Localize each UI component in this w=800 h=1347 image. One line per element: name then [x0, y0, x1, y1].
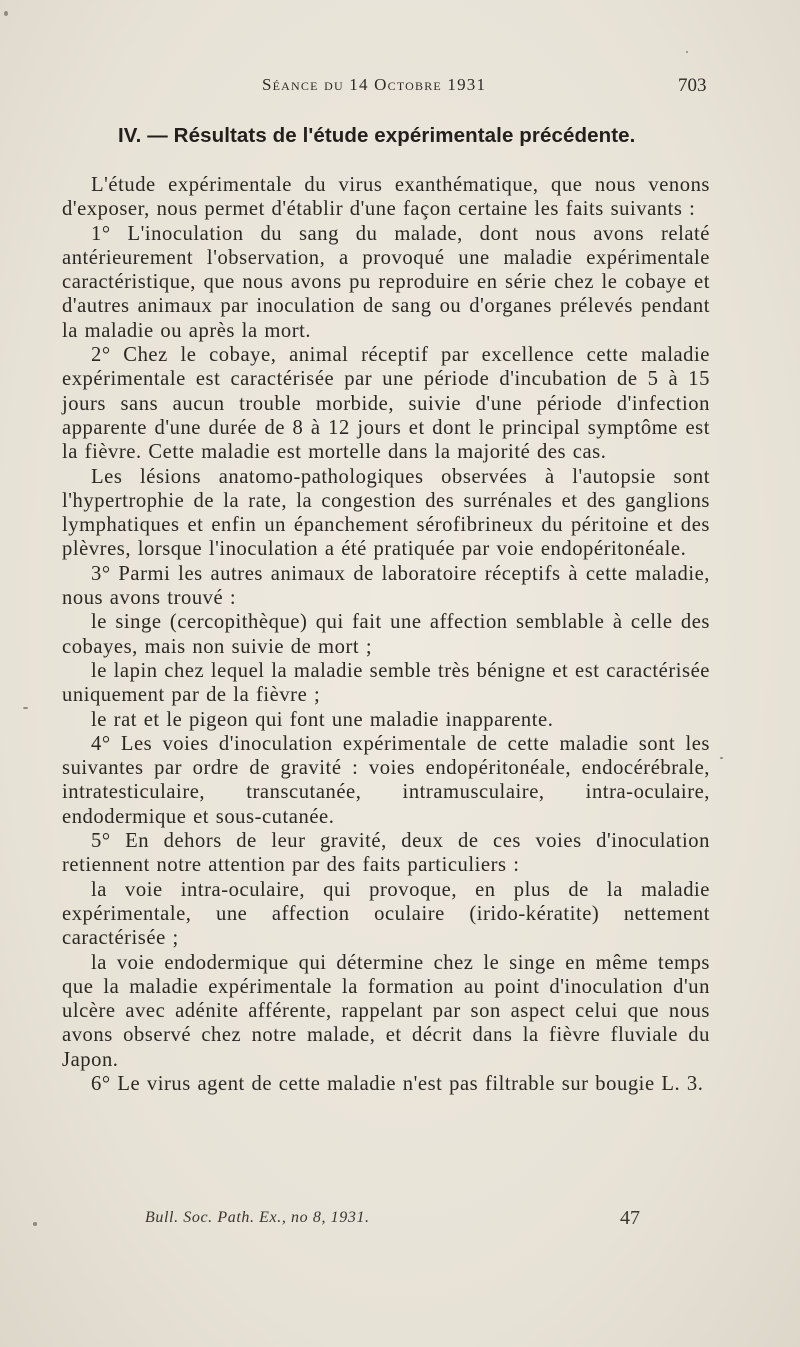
- running-head: Séance du 14 Octobre 1931: [262, 75, 487, 94]
- paper-speck: [686, 51, 688, 53]
- citation-text: Bull. Soc. Path. Ex., no 8, 1931.: [145, 1209, 370, 1226]
- paragraph-point-4: 4° Les voies d'inoculation expérimentale de cette maladie sont les suivantes par ordre de gravité : voies endopéritonéale, endocérébrale, intratesticulaire, transcutanée, intramusculaire, intra-oculaire, endodermique et sous-cutanée.: [62, 732, 710, 828]
- paragraph-endodermique: la voie endodermique qui détermine chez le singe en même temps que la maladie expérimentale la formation au point d'inoculation d'un ulcère avec adénite afférente, rappelant par son aspect celui que nous avons observé chez notre malade, et décrit dans la fièvre fluviale du Japon.: [62, 951, 710, 1071]
- page-number: 703: [678, 75, 707, 96]
- body-text: [62, 173, 710, 1096]
- paper-speck: [23, 707, 28, 709]
- section-heading: IV. — Résultats de l'étude expérimentale précédente.: [118, 124, 636, 147]
- paper-speck: [720, 757, 723, 759]
- paragraph-lapin: le lapin chez lequel la maladie semble très bénigne et est caractérisée uniquement par de la fièvre ;: [62, 659, 710, 707]
- paragraph-point-3: 3° Parmi les autres animaux de laboratoire réceptifs à cette maladie, nous avons trouvé :: [62, 562, 710, 610]
- paragraph-intra-oculaire: la voie intra-oculaire, qui provoque, en plus de la maladie expérimentale, une affection oculaire (irido-kératite) nettement caractérisée ;: [62, 878, 710, 950]
- paragraph-singe: le singe (cercopithèque) qui fait une affection semblable à celle des cobayes, mais non suivie de mort ;: [62, 611, 710, 658]
- paragraph-rat: le rat et le pigeon qui font une maladie inapparente.: [91, 708, 554, 731]
- paper-speck: [4, 11, 8, 16]
- paragraph-intro: L'étude expérimentale du virus exanthématique, que nous venons d'exposer, nous permet d'établir d'une façon certaine les faits suivants :: [62, 174, 710, 221]
- footer-citation: [145, 1209, 370, 1227]
- paragraph-lesions: Les lésions anatomo-pathologiques observées à l'autopsie sont l'hypertrophie de la rate, la congestion des surrénales et des ganglions lymphatiques et enfin un épanchement sérofibrineux du péritoine et des plèvres, lorsque l'inoculation a été pratiquée par voie endopéritonéale.: [62, 465, 710, 561]
- paper-speck: [33, 1222, 37, 1226]
- paragraph-point-1: 1° L'inoculation du sang du malade, dont nous avons relaté antérieurement l'observation, a provoqué une maladie expérimentale caractéristique, que nous avons pu reproduire en série chez le cobaye et d'autres animaux par inoculation de sang ou d'organes prélevés pendant la maladie ou après la mort.: [62, 222, 710, 342]
- paragraph-point-6: 6° Le virus agent de cette maladie n'est pas filtrable sur bougie L. 3.: [91, 1072, 704, 1095]
- signature-mark: 47: [620, 1207, 640, 1229]
- paragraph-point-2: 2° Chez le cobaye, animal réceptif par excellence cette maladie expérimentale est caractérisée par une période d'incubation de 5 à 15 jours sans aucun trouble morbide, suivie d'une période d'infection apparente d'une durée de 8 à 12 jours et dont le principal symptôme est la fièvre. Cette maladie est mortelle dans la majorité des cas.: [62, 344, 710, 464]
- paragraph-point-5: 5° En dehors de leur gravité, deux de ces voies d'inoculation retiennent notre attention par des faits particuliers :: [62, 830, 710, 877]
